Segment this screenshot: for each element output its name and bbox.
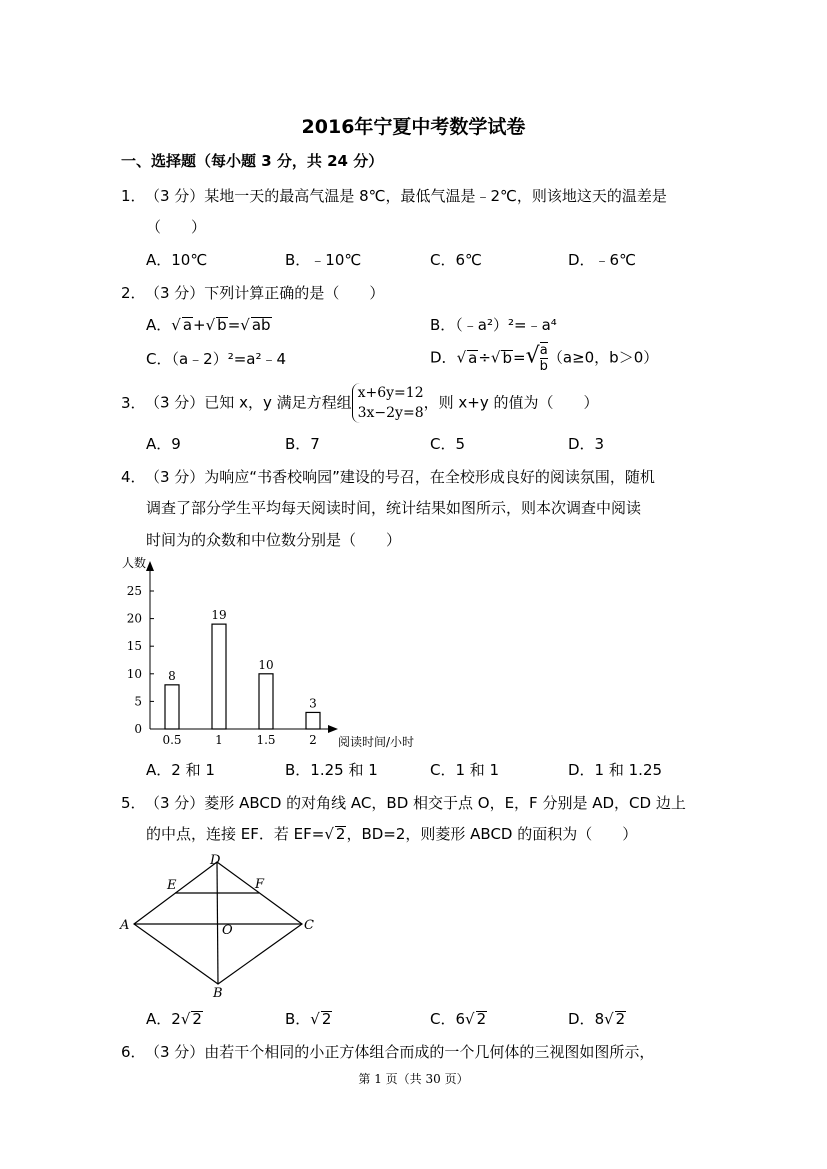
coefficient: 8 [594,1010,605,1028]
q1-option-c: C．6℃ [430,251,482,269]
q3-option-d: D．3 [568,435,605,453]
q4-option-c: C．1 和 1 [430,761,500,779]
equation-2: 3x−2y=8 [357,405,424,421]
y-tick-label: 5 [134,694,142,709]
option-label: D． [568,1010,595,1028]
denominator: b [539,359,548,374]
reading-time-bar-chart [110,555,430,755]
y-axis-label: 人数 [122,556,147,570]
point-label-b: B [213,986,223,1000]
bar [259,674,273,729]
rhombus-figure [118,850,328,1000]
bar [165,685,179,729]
y-tick-label: 0 [134,722,142,736]
radicand: b [502,348,512,367]
fraction [540,342,548,374]
question-number: 1． [121,187,146,205]
q1-option-d: D．﹣6℃ [568,251,636,269]
question-6 [121,1041,654,1062]
diagonal-bd [217,862,218,984]
q2-option-c: C．（a﹣2）²=a²﹣4 [146,350,287,368]
question-2 [121,282,384,303]
x-axis-arrow [328,725,338,733]
y-tick-label: 10 [126,666,142,681]
numerator: a [539,343,548,358]
point-label-c: C [304,918,314,933]
radicand: a [182,316,193,334]
q4-option-d: D．1 和 1.25 [568,761,663,779]
q2-option-d: D．√ a÷√ b=√ $\frac{a}{b}$ （a≥0，b＞0） [430,343,659,374]
y-tick-label: 25 [126,584,142,598]
point-label-f: F [255,877,265,892]
x-tick-label: 1 [215,733,223,747]
question-text: （3 分）为响应“书香校响园”建设的号召，在全校形成良好的阅读氛围，随机 [145,468,655,486]
equals-sign: = [227,316,241,334]
x-tick-label: 2 [309,733,317,747]
text-segment: 的中点，连接 EF．若 EF= [146,825,325,843]
text-segment: ，BD=2，则菱形 ABCD 的面积为（ ） [346,825,638,843]
bar [306,712,320,729]
question-number: 2． [121,284,146,302]
radicand: a [468,348,478,367]
y-axis-arrow [146,561,154,571]
radicand: ab [251,316,271,334]
section-heading: 一、选择题（每小题 3 分，共 24 分） [121,152,384,170]
x-tick-label: 1.5 [256,733,276,747]
equation-system [352,383,424,423]
radicand: 2 [321,1010,332,1028]
condition: （a≥0，b＞0） [547,348,659,367]
question-3 [121,383,598,423]
option-label: D． [430,348,457,367]
question-text: （3 分）下列计算正确的是（ ） [145,284,385,302]
radicand: 2 [476,1010,487,1028]
question-4-line-3: 时间为的众数和中位数分别是（ ） [146,531,402,549]
question-text: （3 分）由若干个相同的小正方体组合而成的一个几何体的三视图如图所示， [145,1043,655,1061]
option-label: C． [430,1010,456,1028]
question-number: 3． [121,393,146,412]
bar [212,624,226,729]
question-number: 6． [121,1043,146,1061]
point-label-d: D [210,853,221,868]
point-label-a: A [120,918,130,933]
q3-option-a: A．9 [146,435,181,453]
q3-option-b: B．7 [285,435,320,453]
question-number: 5． [121,794,146,812]
y-tick-label: 15 [126,639,142,654]
radicand: b [217,316,227,334]
question-4-line-2: 调查了部分学生平均每天阅读时间，统计结果如图所示，则本次调查中阅读 [146,499,642,517]
q5-option-a: A．2√ 2 [146,1010,202,1028]
q4-option-b: B．1.25 和 1 [285,761,378,779]
q1-option-a: A．10℃ [146,251,208,269]
option-label: A． [146,1010,172,1028]
divide-sign: ÷ [478,348,491,367]
question-text: （3 分）菱形 ABCD 的对角线 AC，BD 相交于点 O，E，F 分别是 AD，CD 边上 [145,794,686,812]
bar-data-label: 19 [211,608,227,623]
q2-option-b: B．（﹣a²）²=﹣a⁴ [430,316,557,334]
point-label-o: O [222,923,233,938]
coefficient: 2 [171,1010,181,1028]
question-text-tail: ，则 x+y 的值为（ ） [423,393,599,412]
radicand: 2 [335,825,346,843]
radicand: 2 [192,1010,202,1028]
question-1 [121,185,667,206]
q3-option-c: C．5 [430,435,466,453]
bar-data-label: 3 [309,696,317,711]
page-title: 2016年宁夏中考数学试卷 [301,116,526,138]
option-label: A． [146,316,172,334]
q5-option-b: B．√ 2 [285,1010,332,1028]
x-axis-label: 阅读时间/小时 [338,735,415,749]
plus-sign: + [193,316,206,334]
option-label: B． [285,1010,311,1028]
bar-data-label: 8 [168,668,176,683]
question-5-line-2: 的中点，连接 EF．若 EF=√ 2，BD=2，则菱形 ABCD 的面积为（ ） [146,825,638,843]
y-tick-label: 20 [126,611,142,626]
q1-option-b: B．﹣10℃ [285,251,362,269]
q4-option-a: A．2 和 1 [146,761,215,779]
question-text: （3 分）已知 x，y 满足方程组 [145,393,352,412]
question-1-paren: （ ） [146,218,207,236]
coefficient: 6 [455,1010,466,1028]
question-text: （3 分）某地一天的最高气温是 8℃，最低气温是﹣2℃，则该地这天的温差是 [145,187,667,205]
page-footer: 第 1 页（共 30 页） [358,1072,469,1086]
question-number: 4． [121,468,146,486]
q5-option-d: D．8√ 2 [568,1010,626,1028]
equation-1: x+6y=12 [357,385,424,401]
question-4 [121,466,655,487]
equals-sign: = [513,348,526,367]
point-label-e: E [167,878,177,893]
question-5 [121,792,686,813]
q2-option-a: A．√ a+√ b=√ ab [146,316,271,334]
bar-data-label: 10 [258,657,274,672]
x-tick-label: 0.5 [162,733,182,747]
q5-option-c: C．6√ 2 [430,1010,487,1028]
radicand: 2 [615,1010,626,1028]
